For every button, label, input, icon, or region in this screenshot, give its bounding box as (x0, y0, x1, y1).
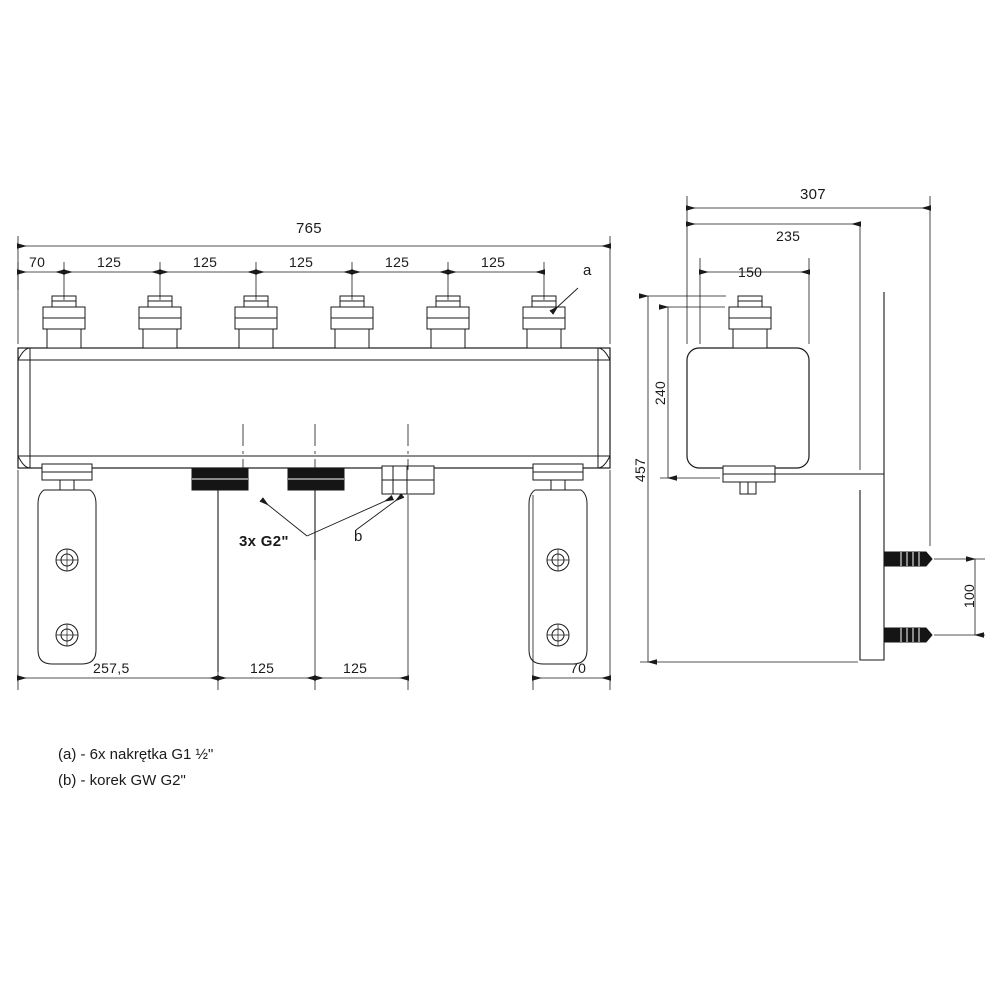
dim-top-4: 125 (289, 254, 314, 270)
callout-a: a (583, 262, 592, 279)
front-view-geometry (18, 296, 610, 664)
bottom-port-group (192, 466, 434, 494)
dim-side-307: 307 (800, 186, 826, 203)
side-view-geometry (687, 292, 932, 660)
dim-bottom-1: 257,5 (93, 660, 130, 676)
dim-top-5: 125 (385, 254, 410, 270)
dim-side-100: 100 (961, 583, 978, 609)
legend-item-b: (b) - korek GW G2" (58, 772, 186, 789)
legend-item-a: (a) - 6x nakrętka G1 ½" (58, 746, 214, 763)
dim-top-2: 125 (97, 254, 122, 270)
dim-top-1: 70 (29, 254, 46, 270)
wall-anchor-upper (884, 552, 932, 566)
callout-b: b (354, 528, 363, 545)
top-nipple-group (43, 296, 565, 348)
dim-bottom-3: 125 (343, 660, 368, 676)
dim-side-240: 240 (652, 380, 669, 406)
dim-top-3: 125 (193, 254, 218, 270)
dim-overall-width: 765 (296, 220, 322, 237)
dim-side-235: 235 (776, 228, 801, 244)
callout-3x-g2: 3x G2" (239, 533, 289, 550)
mounting-bracket-right (529, 464, 587, 664)
dim-bottom-2: 125 (250, 660, 275, 676)
wall-anchor-lower (884, 628, 932, 642)
dim-bottom-4: 70 (570, 660, 587, 676)
dim-side-457: 457 (632, 457, 649, 483)
dim-top-6: 125 (481, 254, 506, 270)
dim-side-150: 150 (738, 264, 763, 280)
mounting-bracket-left (38, 464, 96, 664)
